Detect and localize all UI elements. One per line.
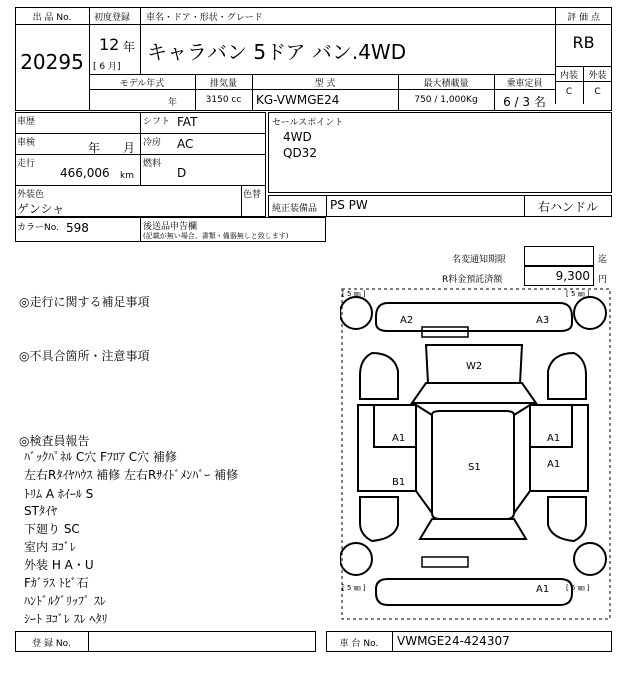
mark-right-rear-door: A1: [547, 459, 561, 470]
post-docs-note: (記載が無い場合、書類・備器無しと致します): [143, 232, 289, 240]
fuel-value: D: [177, 166, 187, 180]
right-pillars: [514, 405, 530, 513]
type-label: 型 式: [314, 79, 336, 89]
lot-label: 出 品 No.: [32, 13, 72, 23]
inspection-year-unit: 年: [88, 141, 101, 155]
capacity-value: 6 / 3 名: [503, 95, 546, 109]
recycle-value: 9,300: [555, 269, 590, 283]
inspector-line: ﾊﾝﾄﾞﾙｸﾞﾘｯﾌﾟ ｽﾚ: [24, 594, 106, 608]
color-no-label: カラーNo.: [17, 223, 59, 233]
equipment-label: 純正装備品: [272, 204, 318, 214]
shift-value: FAT: [177, 115, 198, 129]
tire-rear-left: [340, 543, 372, 575]
inspection-month-unit: 月: [123, 141, 136, 155]
first-reg-label: 初度登録: [94, 13, 131, 23]
mark-front-bumper-right: A3: [536, 315, 550, 326]
rear-window: [420, 519, 526, 539]
inspector-line: 室内 ﾖｺﾞﾚ: [24, 540, 76, 554]
sales-point-label: セールスポイント: [272, 118, 344, 128]
recycle-label: R料金預託済額: [442, 275, 503, 285]
mark-left-front-door: A1: [392, 433, 406, 444]
sales-point-1: 4WD: [283, 130, 312, 144]
mark-left-rear-door: B1: [392, 477, 406, 488]
inspector-line: 左右Rﾀｲﾔﾊｳｽ 補修 左右Rｻｲﾄﾞﾒﾝﾊﾞｰ 補修: [24, 468, 239, 482]
history-label: 車歴: [17, 117, 36, 127]
max-load-value: 750 / 1,000Kg: [414, 95, 478, 105]
chassis-label: 車 台 No.: [339, 639, 379, 649]
left-rear-fender: [360, 497, 398, 541]
capacity-label: 乗車定員: [506, 79, 543, 89]
car-name: キャラバン 5ドア バン.4WD: [147, 40, 407, 64]
color-no-value: 598: [66, 221, 89, 235]
tire-depth-fr: [ 5 ㎜ ]: [566, 290, 590, 298]
name-change-label: 名変通知期限: [452, 255, 507, 265]
tire-depth-fl: [ 5 ㎜ ]: [342, 290, 366, 298]
damage-diagram: [340, 287, 612, 627]
name-change-field: [524, 246, 594, 266]
mark-roof: S1: [468, 462, 481, 473]
first-reg-year: 12: [99, 35, 120, 54]
mark-right-front-door: A1: [547, 433, 561, 444]
tire-front-right: [574, 297, 606, 329]
first-reg-month: [ 6 月]: [93, 62, 121, 72]
lot-number: 20295: [20, 50, 84, 74]
model-year-label: モデル年式: [119, 79, 165, 89]
left-pillars: [416, 405, 432, 513]
mileage-value: 466,006: [60, 166, 110, 180]
displacement-label: 排気量: [209, 79, 237, 89]
exterior-grade: C: [594, 87, 601, 97]
tire-front-left: [340, 297, 372, 329]
recycle-unit: 円: [598, 275, 608, 285]
mark-front-bumper-left: A2: [400, 315, 414, 326]
mark-rear-bumper: A1: [536, 584, 550, 595]
equipment-value: PS PW: [330, 198, 368, 212]
defects-label: ◎不具合箇所・注意事項: [19, 349, 150, 363]
tire-depth-rr: [ 5 ㎜ ]: [566, 584, 590, 592]
mileage-label: 走行: [17, 159, 36, 169]
inspector-line: ｼｰﾄ ﾖｺﾞﾚ ｽﾚ ﾍﾀﾘ: [24, 612, 108, 626]
interior-grade: C: [565, 87, 573, 97]
left-front-fender: [360, 353, 398, 399]
mileage-unit: km: [120, 171, 134, 181]
right-rear-fender: [548, 497, 586, 541]
driving-notes-label: ◎走行に関する補足事項: [19, 295, 150, 309]
exterior-color-label: 外装色: [17, 190, 45, 200]
displacement-value: 3150 cc: [205, 95, 242, 105]
sales-point-2: QD32: [283, 146, 317, 160]
first-reg-year-unit: 年: [123, 40, 136, 54]
inspector-line: Fｶﾞﾗｽ ﾄﾋﾞ石: [24, 576, 89, 590]
model-year-value: 年: [167, 98, 177, 108]
tire-depth-rl: [ 5 ㎜ ]: [342, 584, 366, 592]
tire-rear-right: [574, 543, 606, 575]
interior-label: 内装: [559, 71, 578, 81]
post-docs-label: 後送品申告欄: [143, 222, 198, 232]
shift-label: シフト: [143, 117, 171, 127]
type-value: KG-VWMGE24: [256, 93, 340, 107]
max-load-label: 最大積載量: [423, 79, 469, 89]
inspector-report-label: ◎検査員報告: [19, 434, 90, 448]
right-front-fender: [548, 353, 586, 399]
license-plate-rear: [422, 557, 468, 567]
inspector-line: ﾊﾞｯｸﾊﾟﾈﾙ C穴 Fﾌﾛｱ C穴 補修: [24, 450, 177, 464]
exterior-color-value: ゲンシャ: [17, 202, 65, 216]
ac-value: AC: [177, 137, 194, 151]
inspector-line: STﾀｲﾔ: [24, 504, 57, 518]
fuel-label: 燃料: [143, 159, 162, 169]
mark-hood: W2: [466, 361, 483, 372]
chassis-value: VWMGE24-424307: [397, 634, 510, 648]
color-change-label: 色替: [243, 190, 262, 200]
grade-label: 評 価 点: [567, 13, 600, 23]
steering-value: 右ハンドル: [537, 200, 598, 214]
exterior-label: 外装: [588, 71, 607, 81]
car-name-label: 車名・ドア・形状・グレード: [146, 13, 263, 23]
reg-no-label: 登 録 No.: [32, 639, 71, 649]
inspector-line: 外装 H A・U: [24, 558, 94, 572]
windshield: [412, 383, 536, 403]
inspection-label: 車検: [17, 138, 36, 148]
name-change-suffix: 迄: [598, 255, 608, 265]
ac-label: 冷房: [143, 138, 162, 148]
inspector-line: ﾄﾘﾑ A ﾎｲｰﾙ S: [24, 487, 94, 501]
inspector-line: 下廻り SC: [24, 522, 80, 536]
grade-value: RB: [572, 33, 595, 52]
